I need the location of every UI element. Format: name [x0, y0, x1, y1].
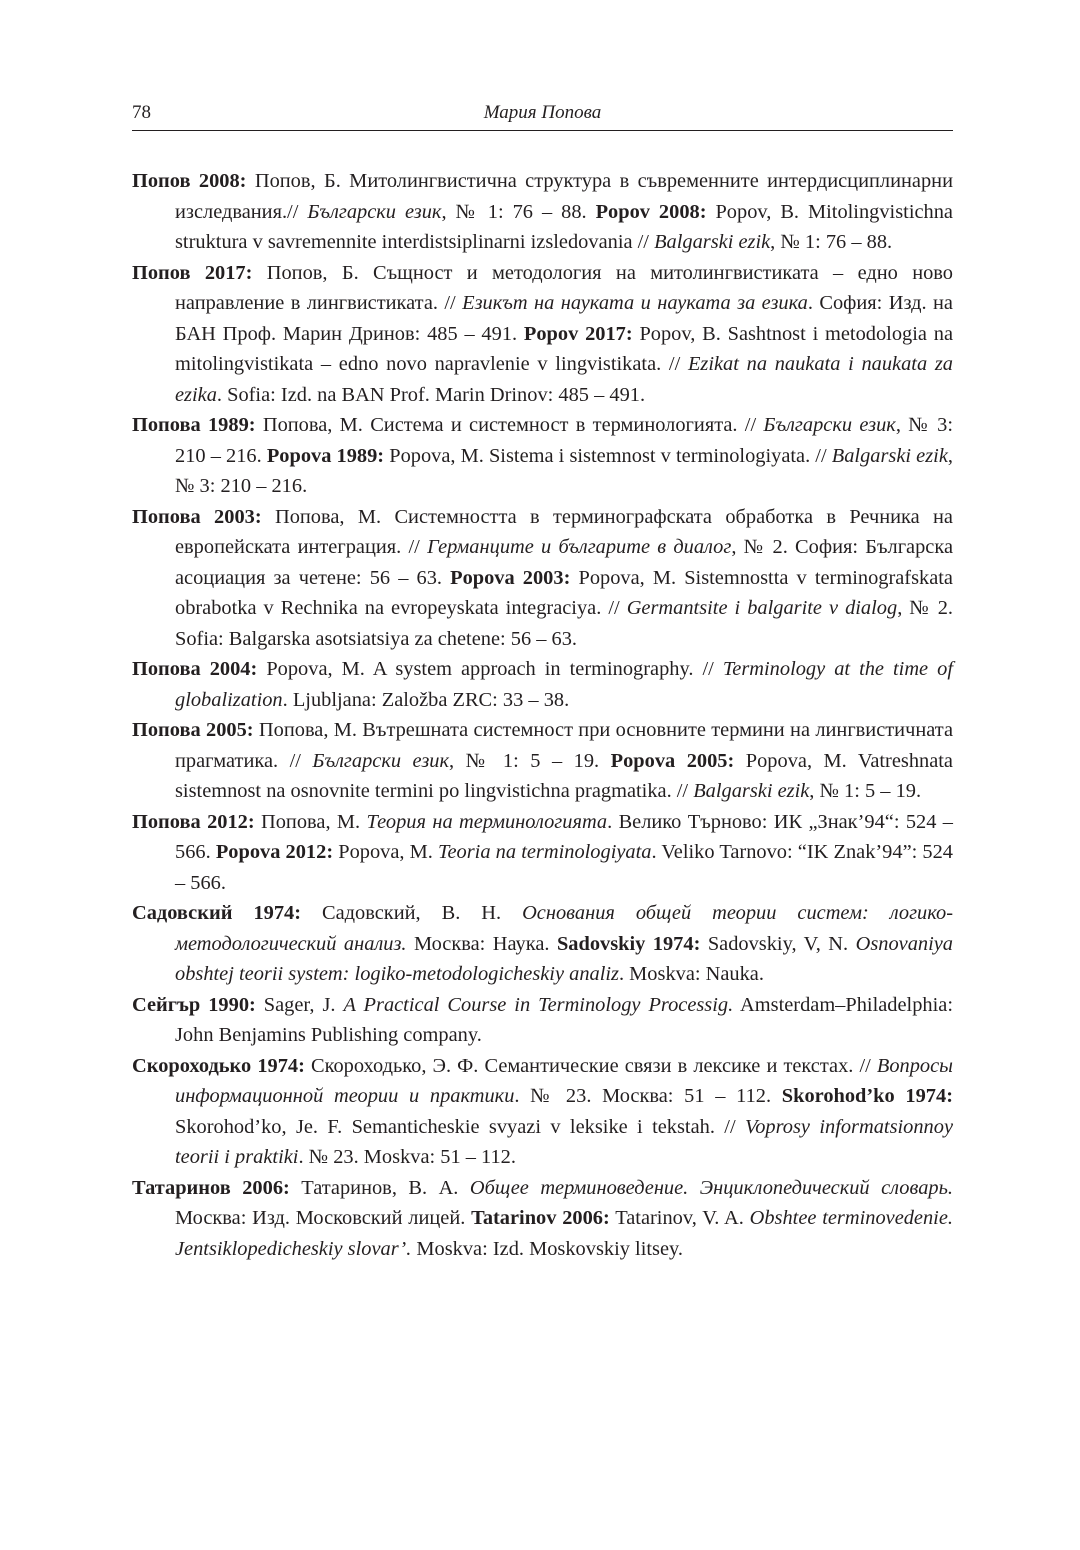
entry-text: . № 23. Москва: 51 – 112.	[514, 1085, 782, 1107]
entry-text: Скороходько, Э. Ф. Семантические связи в лексике и текстах. //	[304, 1054, 877, 1077]
publication-title: Balgarski ezik	[831, 444, 948, 467]
citation-key: Sadovskiy 1974:	[556, 932, 701, 955]
publication-title: Български език	[763, 414, 896, 436]
running-head: Мария Попова	[483, 102, 602, 123]
entry-text: Skorohod’ko, Je. F. Semanticheskie svyazi v leksike i tekstah. //	[175, 1115, 746, 1138]
entry-text: Tatarinov, V. A.	[609, 1207, 750, 1229]
bibliography-entry	[132, 1173, 953, 1265]
entry-text: Amsterdam–Philadelphia: John Benjamins Publishing company.	[175, 993, 953, 1046]
publication-title: Български език	[307, 200, 442, 223]
entry-text: Popova, M. Sistemnostta v terminografskata obrabotka v Rechnika na evropeyskata integraciya. //	[175, 566, 953, 619]
entry-text: . София: Изд. на БАН Проф. Марин Дринов: 485 – 491.	[175, 292, 953, 345]
entry-text: Попова, М. Системността в терминографската обработка в Речника на европейската интеграция. //	[175, 505, 953, 558]
publication-title: Вопросы информационной теории и практики	[175, 1054, 953, 1107]
citation-key: Popova 2003:	[450, 566, 571, 589]
bibliography-entry	[132, 166, 953, 258]
citation-key: Popov 2008:	[595, 200, 707, 223]
citation-key: Попова 2005:	[132, 719, 254, 741]
entry-text: , № 1: 76 – 88.	[770, 231, 893, 253]
publication-title: Български език	[312, 749, 450, 772]
entry-text: Садовский, В. Н.	[301, 902, 523, 924]
publication-title: Terminology at the time of globalization	[175, 658, 953, 711]
citation-key: Popova 2005:	[610, 749, 735, 772]
citation-key: Попов 2008:	[132, 170, 247, 192]
bibliography-entry	[132, 654, 953, 715]
page-number: 78	[132, 102, 151, 123]
publication-title: Ezikat na naukata i naukata za ezika	[175, 353, 953, 406]
publication-title: Езикът на науката и науката за езика	[462, 292, 808, 314]
entry-text: Москва: Изд. Московский лицей.	[175, 1207, 472, 1229]
entry-text: , № 3: 210 – 216.	[175, 444, 953, 497]
citation-key: Попов 2017:	[132, 261, 253, 284]
bibliography-entry	[132, 990, 953, 1051]
entry-text: Sager, J.	[255, 993, 344, 1016]
bibliography-entry	[132, 898, 953, 990]
entry-text: , № 1: 5 – 19.	[809, 780, 922, 802]
entry-text: Попова, М. Вътрешната системност при основните термини на лингвистичната прагматика. //	[175, 719, 953, 772]
entry-text: Москва: Наука.	[406, 932, 557, 955]
entry-text: Sadovskiy, V, N.	[700, 932, 856, 955]
bibliography-entry	[132, 807, 953, 899]
entry-text: . Sofia: Izd. na BAN Prof. Marin Drinov: 485 – 491.	[216, 383, 646, 406]
publication-title: Balgarski ezik	[693, 780, 810, 802]
publication-title: A Practical Course in Terminology Processig.	[343, 993, 734, 1016]
citation-key: Сейгър 1990:	[132, 993, 256, 1016]
publication-title: Теория на терминологията	[366, 810, 608, 833]
entry-text: Popova, M. Sistema i sistemnost v terminologiyata. //	[384, 444, 832, 467]
publication-title: Balgarski ezik	[654, 231, 771, 253]
entry-text: Попова, М. Система и системност в терминологията. //	[255, 414, 764, 436]
entry-text: , № 2. София: Българска асоциация за четене: 56 – 63.	[175, 536, 953, 589]
publication-title: Германците и българите в диалог	[427, 536, 732, 558]
entry-text: Попова, М.	[254, 810, 367, 833]
entry-text: , № 2. Sofia: Balgarska asotsiatsiya za chetene: 56 – 63.	[175, 597, 953, 650]
citation-key: Skorohod’ko 1974:	[781, 1085, 953, 1107]
entry-text: Popova, M. A system approach in terminography. //	[257, 658, 723, 680]
citation-key: Popova 1989:	[266, 444, 385, 467]
entry-text: . Ljubljana: Založba ZRC: 33 – 38.	[282, 688, 570, 711]
entry-text: , № 1: 76 – 88.	[441, 200, 596, 223]
citation-key: Popova 2012:	[215, 841, 334, 863]
publication-title: Основания общей теории систем: логико-методологический анализ.	[175, 902, 953, 955]
citation-key: Tatarinov 2006:	[471, 1207, 610, 1229]
entry-text: , № 1: 5 – 19.	[449, 749, 611, 772]
bibliography-list	[132, 166, 953, 1264]
citation-key: Садовский 1974:	[132, 902, 302, 924]
publication-title: Obshtee terminovedenie. Jentsiklopedicheskiy slovar’.	[175, 1207, 953, 1260]
citation-key: Попова 1989:	[132, 414, 256, 436]
citation-key: Попова 2004:	[132, 658, 258, 680]
bibliography-entry	[132, 1051, 953, 1173]
bibliography-entry	[132, 502, 953, 655]
bibliography-entry	[132, 258, 953, 411]
entry-text: Попов, Б. Митолингвистична структура в съвременните интердисциплинарни изследвания.//	[175, 170, 953, 223]
publication-title: Germantsite i balgarite v dialog	[626, 597, 898, 619]
publication-title: Osnovaniya obshtej teorii system: logiko-metodologicheskiy analiz	[175, 932, 953, 985]
bibliography-entry	[132, 410, 953, 502]
publication-title: Voprosy informatsionnoy teorii i praktiki	[175, 1115, 954, 1168]
entry-text: Popov, B. Sashtnost i metodologia na mitolingvistikata – edno novo napravlenie v lingvistikata. //	[175, 322, 953, 375]
citation-key: Popov 2017:	[523, 322, 633, 345]
entry-text: . Veliko Tarnovo: “IK Znak’94”: 524 – 566.	[175, 841, 954, 894]
entry-text: Татаринов, В. А.	[289, 1176, 470, 1199]
citation-key: Скороходько 1974:	[132, 1054, 305, 1077]
citation-key: Попова 2012:	[132, 810, 255, 833]
entry-text: Попов, Б. Същност и методология на митолингвистиката – едно ново направление в лингвистиката. //	[175, 261, 953, 314]
entry-text: . № 23. Moskva: 51 – 112.	[298, 1146, 516, 1168]
entry-text: . Велико Търново: ИК „Знак’94“: 524 – 566.	[175, 810, 953, 863]
entry-text: Popova, M. Vatreshnata sistemnost na osnovnite termini po lingvistichna pragmatika. //	[175, 749, 953, 802]
entry-text: Moskva: Izd. Moskovskiy litsey.	[411, 1237, 683, 1260]
publication-title: Общее терминоведение. Энциклопедический словарь.	[469, 1176, 953, 1199]
page-header	[132, 100, 953, 131]
entry-text: , № 3: 210 – 216.	[175, 414, 953, 467]
entry-text: . Moskva: Nauka.	[618, 963, 764, 985]
entry-text: Popov, B. Mitolingvistichna struktura v savremennite interdistsiplinarni izsledovania //	[175, 200, 953, 253]
citation-key: Попова 2003:	[132, 505, 262, 528]
citation-key: Татаринов 2006:	[132, 1176, 290, 1199]
entry-text: Popova, M.	[333, 841, 439, 863]
bibliography-entry	[132, 715, 953, 807]
publication-title: Teoria na terminologiyata	[438, 841, 652, 863]
